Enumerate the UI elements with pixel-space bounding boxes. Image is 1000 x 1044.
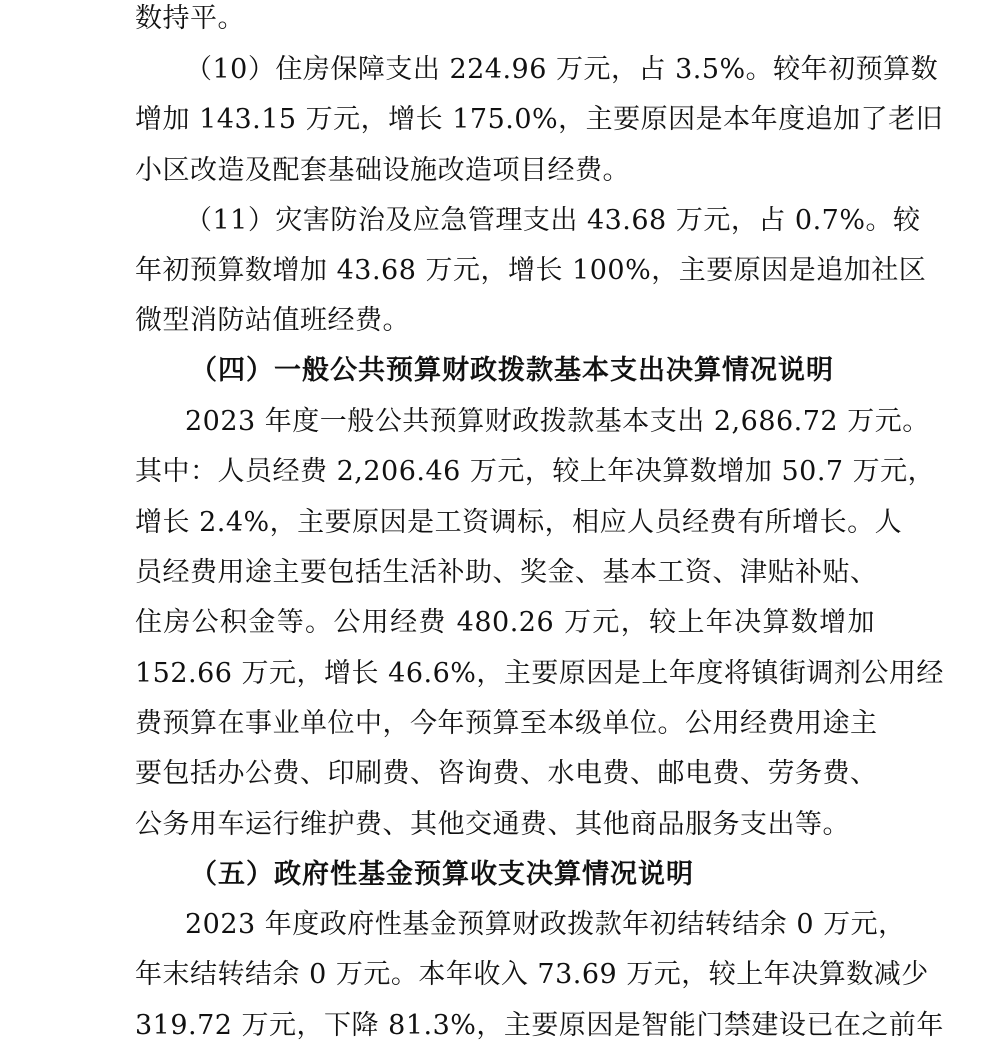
text-line-2: （10）住房保障支出 224.96 万元，占 3.5%。较年初预算数 bbox=[185, 54, 939, 85]
text-line-14: 152.66 万元，增长 46.6%，主要原因是上年度将镇街调剂公用经 bbox=[135, 658, 944, 689]
text-line-15: 费预算在事业单位中，今年预算至本级单位。公用经费用途主 bbox=[135, 708, 878, 739]
text-line-6: 年初预算数增加 43.68 万元，增长 100%，主要原因是追加社区 bbox=[135, 255, 927, 286]
text-line-4: 小区改造及配套基础设施改造项目经费。 bbox=[135, 155, 630, 186]
text-line-11: 增长 2.4%，主要原因是工资调标，相应人员经费有所增长。人 bbox=[135, 507, 903, 538]
text-line-21: 319.72 万元，下降 81.3%，主要原因是智能门禁建设已在之前年 bbox=[135, 1010, 944, 1041]
text-line-1: 数持平。 bbox=[135, 3, 245, 34]
text-line-3: 增加 143.15 万元，增长 175.0%，主要原因是本年度追加了老旧 bbox=[135, 104, 944, 135]
text-line-20: 年末结转结余 0 万元。本年收入 73.69 万元，较上年决算数减少 bbox=[135, 959, 929, 990]
section-heading-4: （四）一般公共预算财政拨款基本支出决算情况说明 bbox=[190, 355, 834, 386]
text-line-5: （11）灾害防治及应急管理支出 43.68 万元，占 0.7%。较 bbox=[185, 205, 921, 236]
text-line-17: 公务用车运行维护费、其他交通费、其他商品服务支出等。 bbox=[135, 809, 850, 840]
section-heading-5: （五）政府性基金预算收支决算情况说明 bbox=[190, 859, 694, 890]
text-line-7: 微型消防站值班经费。 bbox=[135, 305, 410, 336]
text-line-13: 住房公积金等。公用经费 480.26 万元，较上年决算数增加 bbox=[135, 607, 875, 638]
text-line-9: 2023 年度一般公共预算财政拨款基本支出 2,686.72 万元。 bbox=[185, 406, 930, 437]
text-line-10: 其中：人员经费 2,206.46 万元，较上年决算数增加 50.7 万元， bbox=[135, 456, 936, 487]
text-line-16: 要包括办公费、印刷费、咨询费、水电费、邮电费、劳务费、 bbox=[135, 758, 878, 789]
text-line-19: 2023 年度政府性基金预算财政拨款年初结转结余 0 万元， bbox=[185, 909, 906, 940]
text-line-12: 员经费用途主要包括生活补助、奖金、基本工资、津贴补贴、 bbox=[135, 557, 878, 588]
